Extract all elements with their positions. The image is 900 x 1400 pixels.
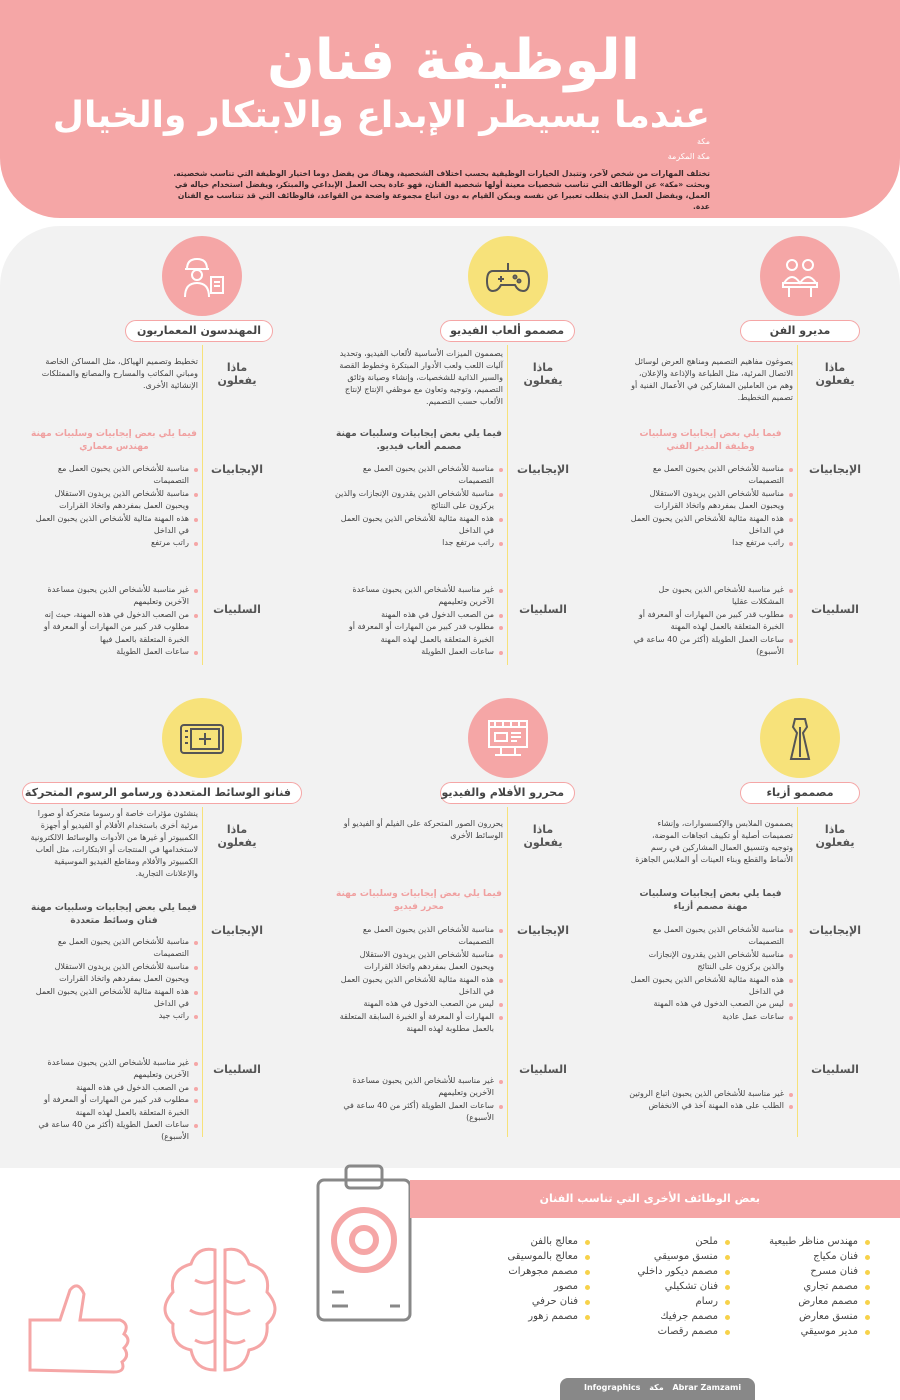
list-item: مناسبة للأشخاص الذين يحبون العمل مع التصميمات bbox=[30, 936, 198, 961]
list-item: ليس من الصعب الدخول في هذه المهنة bbox=[335, 998, 503, 1010]
cons-label: السلبيات bbox=[811, 603, 859, 616]
list-item: مناسبة للأشخاص الذين يحبون العمل مع التصميمات bbox=[335, 463, 503, 488]
list-item: منسق معارض bbox=[760, 1309, 870, 1324]
list-item: مناسبة للأشخاص الذين يريدون الاستقلال ويحبون العمل بمفردهم واتخاذ القرارات bbox=[628, 488, 793, 513]
list-item: مصمم زهور bbox=[480, 1309, 590, 1324]
list-item: مناسبة للأشخاص الذين يحبون العمل مع التصميمات bbox=[628, 463, 793, 488]
page-subtitle: عندما يسيطر الإبداع والابتكار والخيال bbox=[52, 95, 710, 136]
job-description: يصممون الميزات الأساسية لألعاب الفيديو، وتحديد آليات اللعب ولعب الأدوار المبتكرة وخطوط القصة والسير الذاتية للشخصيات، وإنشاء وصيانة وثائق التصميم، وتوجيه وتعاون مع موظفي الإنتاج لإنتاج الألعاب حسب التصميم. bbox=[339, 349, 503, 406]
pros-list bbox=[628, 463, 793, 550]
list-item: ساعات العمل الطويلة (أكثر من 40 ساعة في الأسبوع) bbox=[628, 634, 793, 659]
source-city: مكة bbox=[697, 137, 710, 146]
list-item: مطلوب قدر كبير من المهارات أو المعرفة أو الخبرة المتعلقة بالعمل لهذه المهنة bbox=[30, 1094, 198, 1119]
job-title-art-directors: مديرو الفن bbox=[740, 320, 860, 342]
video-editing-icon bbox=[468, 698, 548, 778]
pros-label: الإيجابيات bbox=[517, 463, 569, 476]
job-description: تخطيط وتصميم الهياكل، مثل المساكن الخاصة ومباني المكاتب والمسارح والمصانع والممتلكات الإنشائية الأخرى. bbox=[41, 357, 198, 390]
list-item: معالج بالموسيقى bbox=[480, 1249, 590, 1264]
pros-cons-intro: فيما يلي بعض إيجابيات وسلبيات مهنة مصمم أزياء bbox=[639, 889, 782, 912]
what-label: ماذا يفعلون bbox=[815, 823, 855, 849]
job-title-multimedia-artists: فنانو الوسائط المتعددة ورسامو الرسوم المتحركة bbox=[22, 782, 302, 804]
pros-list bbox=[628, 924, 793, 1023]
list-item: فنان مكياج bbox=[760, 1249, 870, 1264]
list-item: مصمم ديكور داخلي bbox=[620, 1264, 730, 1279]
list-item: راتب مرتفع جدا bbox=[628, 537, 793, 549]
list-item: ساعات عمل عادية bbox=[628, 1011, 793, 1023]
list-item: مناسبة للأشخاص الذين يريدون الاستقلال ويحبون العمل بمفردهم واتخاذ القرارات bbox=[335, 949, 503, 974]
divider-line bbox=[797, 345, 798, 665]
divider-line bbox=[507, 807, 508, 1137]
list-item: مصمم رقصات bbox=[620, 1324, 730, 1339]
job-title-architects: المهندسون المعماريون bbox=[125, 320, 273, 342]
list-item: هذه المهنة مثالية للأشخاص الذين يحبون العمل في الداخل bbox=[335, 974, 503, 999]
footer-left: Infographics bbox=[584, 1383, 641, 1392]
drawing-tablet-icon bbox=[162, 698, 242, 778]
pros-label: الإيجابيات bbox=[809, 924, 861, 937]
pros-list bbox=[335, 463, 503, 550]
job-description: يصممون الملابس والإكسسوارات، وإنشاء تصميمات أصلية أو تكييف اتجاهات الموضة، وتوجيه وتنسيق العمال المشاركين في رسم الأنماط والقطع وبناء العينات أو الملابس الجاهزة bbox=[635, 819, 793, 864]
list-item: راتب مرتفع bbox=[30, 537, 198, 549]
list-item: ساعات العمل الطويلة (أكثر من 40 ساعة في الأسبوع) bbox=[30, 1119, 198, 1144]
divider-line bbox=[797, 807, 798, 1137]
list-item: ساعات العمل الطويلة bbox=[30, 646, 198, 658]
job-description: يصوغون مفاهيم التصميم ومناهج العرض لوسائل الاتصال المرئية، مثل الطباعة والإذاعة والإعلان، وهم من العاملين المشاركين في الأعمال الفنية أو تصميم التخطيط. bbox=[631, 357, 793, 402]
footer-author: Abrar Zamzami bbox=[672, 1383, 742, 1392]
pros-cons-intro: فيما يلي بعض إيجابيات وسلبيات مهنة مصمم ألعاب فيديو. bbox=[336, 429, 502, 452]
pros-label: الإيجابيات bbox=[211, 924, 263, 937]
what-label: ماذا يفعلون bbox=[217, 823, 257, 849]
what-label: ماذا يفعلون bbox=[815, 361, 855, 387]
list-item: مناسبة للأشخاص الذين يحبون العمل مع التصميمات bbox=[335, 924, 503, 949]
list-item: غير مناسبة للأشخاص الذين يحبون مساعدة الآخرين وتعليمهم bbox=[335, 1075, 503, 1100]
list-item: غير مناسبة للأشخاص الذين يحبون اتباع الروتين bbox=[628, 1088, 793, 1100]
page-title: الوظيفة فنان bbox=[266, 28, 640, 93]
job-title-game-designers: مصممو ألعاب الفيديو bbox=[440, 320, 575, 342]
list-item: مناسبة للأشخاص الذين يقدرون الإنجازات والذين يركزون على النتائج bbox=[335, 488, 503, 513]
list-item: فنان تشكيلي bbox=[620, 1279, 730, 1294]
list-item: مصمم معارض bbox=[760, 1294, 870, 1309]
list-item: الطلب على هذه المهنة آخذ في الانخفاض bbox=[628, 1100, 793, 1112]
list-item: هذه المهنة مثالية للأشخاص الذين يحبون العمل في الداخل bbox=[335, 513, 503, 538]
list-item: غير مناسبة للأشخاص الذين يحبون مساعدة الآخرين وتعليمهم bbox=[30, 584, 198, 609]
meeting-icon bbox=[760, 236, 840, 316]
list-item: مناسبة للأشخاص الذين يريدون الاستقلال ويحبون العمل بمفردهم واتخاذ القرارات bbox=[30, 488, 198, 513]
game-controller-icon bbox=[468, 236, 548, 316]
cons-label: السلبيات bbox=[519, 1063, 567, 1076]
what-label: ماذا يفعلون bbox=[217, 361, 257, 387]
list-item: غير مناسبة للأشخاص الذين يحبون مساعدة الآخرين وتعليمهم bbox=[335, 584, 503, 609]
job-title-film-editors: محررو الأفلام والفيديو bbox=[440, 782, 575, 804]
what-label: ماذا يفعلون bbox=[523, 823, 563, 849]
list-item: فنان حرفي bbox=[480, 1294, 590, 1309]
cons-label: السلبيات bbox=[811, 1063, 859, 1076]
cons-label: السلبيات bbox=[213, 603, 261, 616]
brain-clipboard-illustration bbox=[10, 1160, 450, 1380]
list-item: غير مناسبة للأشخاص الذين يحبون حل المشكلات عقليا bbox=[628, 584, 793, 609]
cons-list bbox=[30, 1057, 198, 1144]
source-location: مكة المكرمة bbox=[667, 152, 710, 161]
pros-list bbox=[30, 936, 198, 1023]
list-item: هذه المهنة مثالية للأشخاص الذين يحبون العمل في الداخل bbox=[628, 974, 793, 999]
list-item: هذه المهنة مثالية للأشخاص الذين يحبون العمل في الداخل bbox=[628, 513, 793, 538]
list-item: ساعات العمل الطويلة (أكثر من 40 ساعة في الأسبوع) bbox=[335, 1100, 503, 1125]
pros-cons-intro: فيما يلي بعض إيجابيات وسلبيات مهنة فنان وسائط متعددة bbox=[31, 903, 197, 926]
divider-line bbox=[202, 345, 203, 665]
list-item: فنان مسرح bbox=[760, 1264, 870, 1279]
header-banner bbox=[0, 0, 900, 218]
list-item: ليس من الصعب الدخول في هذه المهنة bbox=[628, 998, 793, 1010]
job-description: يحررون الصور المتحركة على الفيلم أو الفيديو أو الوسائط الأخرى bbox=[343, 819, 503, 840]
cons-list bbox=[628, 584, 793, 658]
list-item: مدير موسيقي bbox=[760, 1324, 870, 1339]
list-item: ساعات العمل الطويلة bbox=[335, 646, 503, 658]
list-item: مطلوب قدر كبير من المهارات أو المعرفة أو الخبرة المتعلقة بالعمل لهذه المهنة bbox=[335, 621, 503, 646]
engineer-icon bbox=[162, 236, 242, 316]
divider-line bbox=[507, 345, 508, 665]
cons-label: السلبيات bbox=[213, 1063, 261, 1076]
intro-paragraph: تختلف المهارات من شخص لآخر، وتتبدل الخيارات الوظيفية بحسب اختلاف الشخصية، وهناك من يفضل دوما اختيار الوظيفة التي تناسب شخصيته. وبحثت «مكة» عن الوظائف التي تناسب شخصيات معينة أولها شخصية الفنان، فهو عادة يحب العمل الإبداعي والمبتكر، ويفضل استخدام خياله في العمل، ويفضل العمل الذي يتطلب تعبيرا عن نفسه ويمكن القيام به دون اتباع مجموعة واضحة من القواعد، فالوظائف التي قد تتناسب مع الفنان عدة. bbox=[173, 169, 710, 211]
list-item: من الصعب الدخول في هذه المهنة، حيث إنه مطلوب قدر كبير من المهارات أو المعرفة أو الخبرة المتعلقة بالعمل فيها bbox=[30, 609, 198, 646]
job-description: ينشئون مؤثرات خاصة أو رسوما متحركة أو صورا مرئية أخرى باستخدام الأفلام أو الفيديو أو أجهزة الكمبيوتر أو غيرها من الأدوات والوسائط الالكترونية لاستخدامها في المنتجات أو الابتكارات، مثل ألعاب الكمبيوتر والأفلام ومقاطع الفيديو الموسيقية والإعلانات التجارية. bbox=[30, 809, 198, 878]
cons-list bbox=[628, 1088, 793, 1113]
list-item: مناسبة للأشخاص الذين يريدون الاستقلال ويحبون العمل بمفردهم واتخاذ القرارات bbox=[30, 961, 198, 986]
list-item: من الصعب الدخول في هذه المهنة bbox=[30, 1082, 198, 1094]
list-item: مصور bbox=[480, 1279, 590, 1294]
list-item: مناسبة للأشخاص الذين يحبون العمل مع التصميمات bbox=[628, 924, 793, 949]
list-item: مصمم مجوهرات bbox=[480, 1264, 590, 1279]
other-jobs-column-2 bbox=[620, 1234, 730, 1339]
list-item: مناسبة للأشخاص الذين يقدرون الإنجازات والذين يركزون على النتائج bbox=[628, 949, 793, 974]
other-jobs-title: بعض الوظائف الأخرى التي تناسب الفنان bbox=[539, 1192, 760, 1205]
footer-credit bbox=[584, 1383, 741, 1392]
other-jobs-column-3 bbox=[480, 1234, 590, 1324]
list-item: من الصعب الدخول في هذه المهنة bbox=[335, 609, 503, 621]
list-item: مصمم جرفيك bbox=[620, 1309, 730, 1324]
list-item: رسام bbox=[620, 1294, 730, 1309]
list-item: غير مناسبة للأشخاص الذين يحبون مساعدة الآخرين وتعليمهم bbox=[30, 1057, 198, 1082]
cons-list bbox=[335, 584, 503, 658]
list-item: معالج بالفن bbox=[480, 1234, 590, 1249]
cons-list bbox=[30, 584, 198, 658]
list-item: مطلوب قدر كبير من المهارات أو المعرفة أو الخبرة المتعلقة بالعمل لهذه المهنة bbox=[628, 609, 793, 634]
pros-label: الإيجابيات bbox=[517, 924, 569, 937]
footer-logo: مكة bbox=[649, 1383, 664, 1392]
what-label: ماذا يفعلون bbox=[523, 361, 563, 387]
pros-cons-intro: فيما يلي بعض إيجابيات وسلبيات وظيفة المدير الفني bbox=[639, 429, 782, 452]
pros-list bbox=[335, 924, 503, 1036]
divider-line bbox=[202, 807, 203, 1137]
list-item: هذه المهنة مثالية للأشخاص الذين يحبون العمل في الداخل bbox=[30, 986, 198, 1011]
pros-label: الإيجابيات bbox=[211, 463, 263, 476]
pros-list bbox=[30, 463, 198, 550]
pros-cons-intro: فيما يلي بعض إيجابيات وسلبيات مهنة مهندس معماري bbox=[31, 429, 197, 452]
list-item: هذه المهنة مثالية للأشخاص الذين يحبون العمل في الداخل bbox=[30, 513, 198, 538]
dress-icon bbox=[760, 698, 840, 778]
list-item: راتب جيد bbox=[30, 1010, 198, 1022]
cons-list bbox=[335, 1075, 503, 1125]
list-item: مهندس مناظر طبيعية bbox=[760, 1234, 870, 1249]
list-item: راتب مرتفع جدا bbox=[335, 537, 503, 549]
pros-cons-intro: فيما يلي بعض إيجابيات وسلبيات مهنة محرر فيديو bbox=[336, 889, 502, 912]
other-jobs-column-1 bbox=[760, 1234, 870, 1339]
list-item: مناسبة للأشخاص الذين يحبون العمل مع التصميمات bbox=[30, 463, 198, 488]
list-item: المهارات أو المعرفة أو الخبرة السابقة المتعلقة بالعمل مطلوبة لهذه المهنة bbox=[335, 1011, 503, 1036]
job-title-fashion-designers: مصممو أزياء bbox=[740, 782, 860, 804]
list-item: مصمم تجاري bbox=[760, 1279, 870, 1294]
pros-label: الإيجابيات bbox=[809, 463, 861, 476]
list-item: ملحن bbox=[620, 1234, 730, 1249]
list-item: منسق موسيقي bbox=[620, 1249, 730, 1264]
cons-label: السلبيات bbox=[519, 603, 567, 616]
